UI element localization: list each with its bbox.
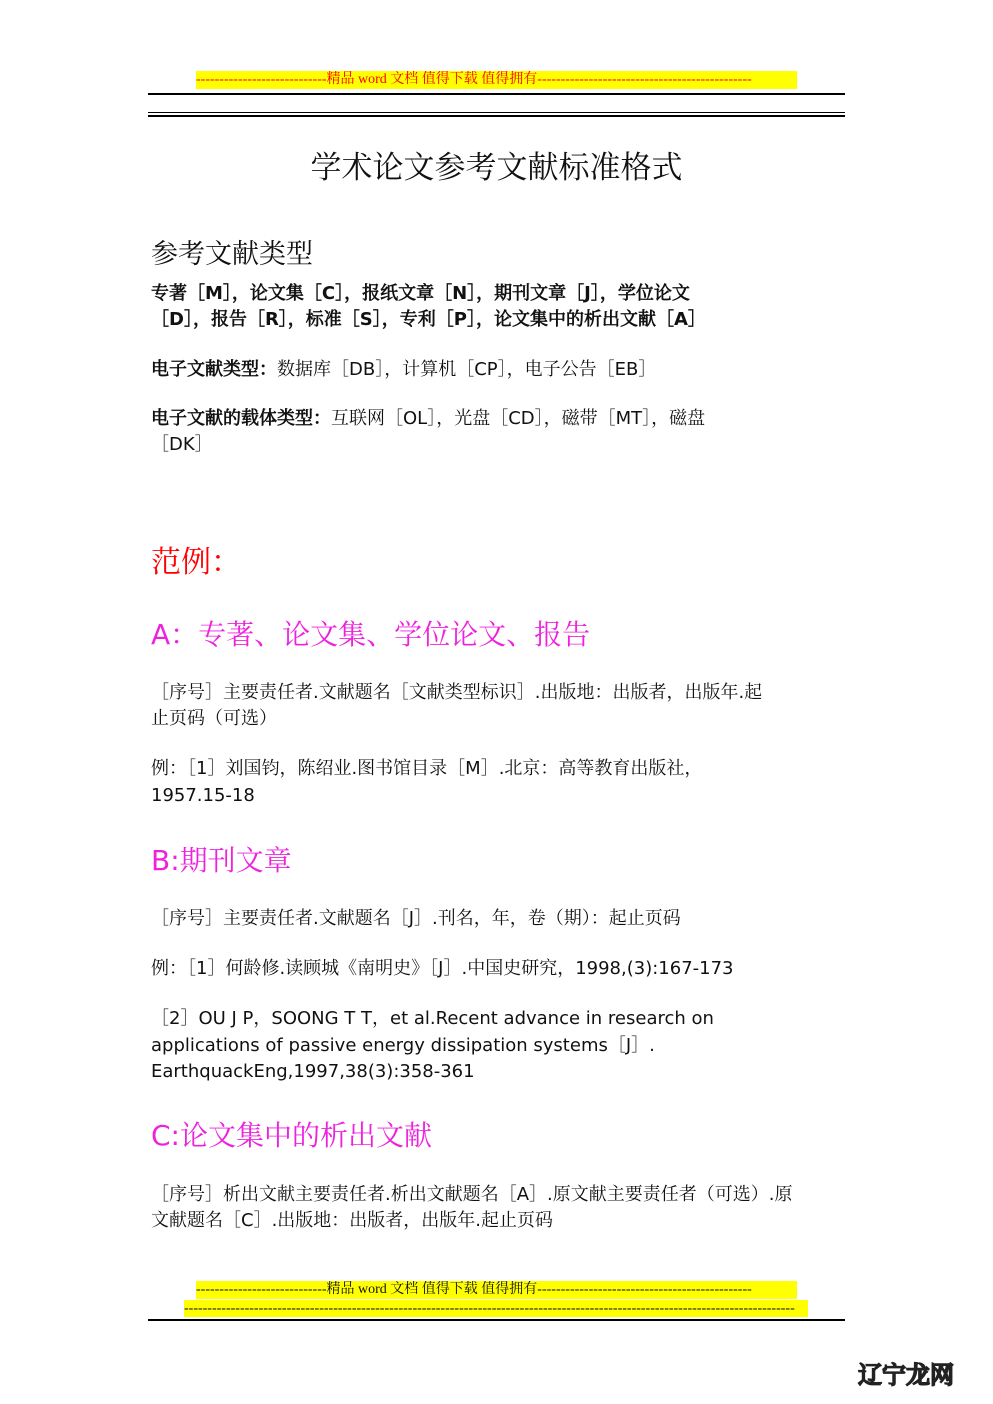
electronic-label: 电子文献类型： [151,359,277,380]
section-a-example: 例：［1］刘国钧，陈绍业.图书馆目录［M］.北京：高等教育出版社， [151,758,703,779]
section-c-format: 文献题名［C］.出版地：出版者，出版年.起止页码 [151,1210,554,1231]
types-line: ［D］，报告［R］，标准［S］，专利［P］，论文集中的析出文献［A］ [151,309,706,330]
page-title: 学术论文参考文献标准格式 [310,150,683,186]
footer-rule [148,1319,845,1321]
section-b-example: 例：［1］何龄修.读顾城《南明史》［J］.中国史研究，1998,(3):167-173 [151,958,734,979]
section-b-format: ［序号］主要责任者.文献题名［J］.刊名，年，卷（期）：起止页码 [151,908,681,929]
header-double-rule-bottom [148,115,845,117]
section-c-format: ［序号］析出文献主要责任者.析出文献题名［A］.原文献主要责任者（可选）.原 [151,1184,793,1205]
carrier-line: ［DK］ [151,434,213,455]
electronic-value: 数据库［DB］，计算机［CP］，电子公告［EB］ [277,359,657,380]
header-double-rule-top [148,112,845,113]
section-a-format: 止页码（可选） [151,708,277,729]
carrier-label: 电子文献的载体类型： [151,408,331,429]
carrier-line: 互联网［OL］，光盘［CD］，磁带［MT］，磁盘 [331,408,706,429]
carrier-types [151,406,705,432]
section-a-heading: A：专著、论文集、学位论文、报告 [151,618,591,651]
section-a-format: ［序号］主要责任者.文献题名［文献类型标识］.出版地：出版者，出版年.起 [151,682,763,703]
types-heading: 参考文献类型 [151,239,313,270]
section-b-heading: B:期刊文章 [151,844,292,877]
section-b-example: ［2］OU J P，SOONG T T，et al.Recent advance in research on [151,1008,714,1029]
section-a-example: 1957.15-18 [151,785,255,806]
site-logo: 辽宁龙网 [858,1361,954,1389]
examples-heading: 范例： [151,545,241,580]
types-line: 专著［M］，论文集［C］，报纸文章［N］，期刊文章［J］，学位论文 [151,283,690,304]
header-banner: ----------------------------精品 word 文档 值得下载 值得拥有---------------------------------------------- [196,71,797,89]
header-rule [148,93,845,95]
section-b-example: applications of passive energy dissipation systems［J］. [151,1035,655,1056]
footer-banner: ----------------------------精品 word 文档 值得下载 值得拥有---------------------------------------------- [196,1281,797,1299]
electronic-types [151,357,656,383]
section-c-heading: C:论文集中的析出文献 [151,1119,432,1152]
section-b-example: EarthquackEng,1997,38(3):358-361 [151,1061,475,1082]
footer-dashes: ----------------------------------------------------------------------------------------------------------------------------------- [184,1300,808,1317]
